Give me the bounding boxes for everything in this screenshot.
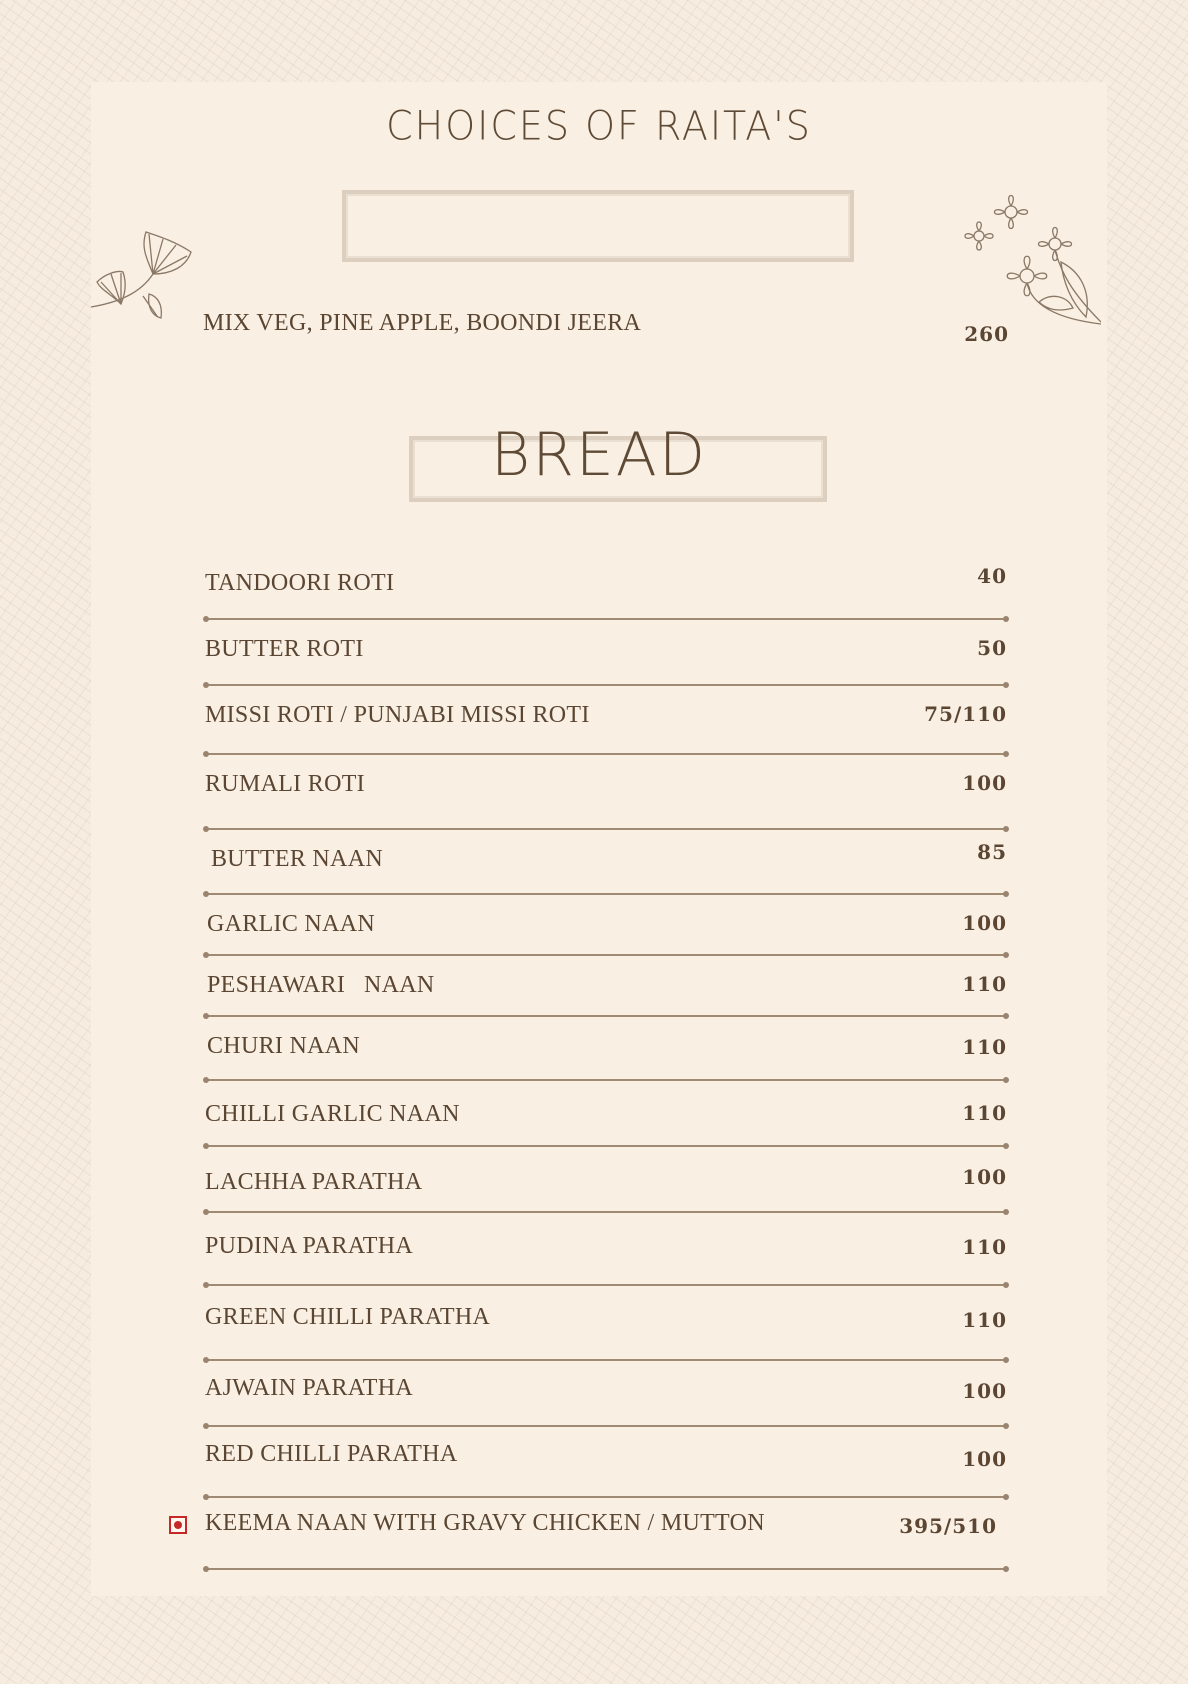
- menu-item-name: CHURI NAAN: [207, 1033, 360, 1059]
- raita-item-row: [203, 310, 1009, 346]
- divider: [205, 954, 1007, 956]
- menu-item-name: GREEN CHILLI PARATHA: [205, 1304, 491, 1330]
- menu-item-row: [205, 1215, 1007, 1288]
- menu-item-row: [205, 1019, 1007, 1083]
- menu-item-name: RUMALI ROTI: [205, 771, 365, 797]
- menu-item-row: [205, 1083, 1007, 1149]
- menu-item-price: 85: [977, 840, 1007, 864]
- menu-item-price: 75/110: [924, 702, 1007, 726]
- menu-item-name: TANDOORI ROTI: [205, 570, 395, 596]
- menu-item-price: 395/510: [899, 1514, 997, 1538]
- raita-item-name: MIX VEG, PINE APPLE, BOONDI JEERA: [203, 310, 642, 336]
- raita-section-title: CHOICES OF RAITA'S: [386, 102, 812, 150]
- divider: [205, 1568, 1007, 1570]
- divider: [205, 893, 1007, 895]
- divider: [205, 1284, 1007, 1286]
- menu-item-name: PESHAWARI NAAN: [207, 972, 435, 998]
- menu-item-row: [205, 757, 1007, 832]
- raita-item-price: 260: [964, 322, 1009, 346]
- menu-item-row: [205, 958, 1007, 1019]
- divider: [205, 684, 1007, 686]
- divider: [205, 1015, 1007, 1017]
- menu-item-row: [205, 897, 1007, 958]
- divider: [205, 1079, 1007, 1081]
- menu-item-price: 100: [962, 911, 1007, 935]
- menu-item-price: 110: [962, 1235, 1007, 1259]
- menu-item-price: 110: [962, 972, 1007, 996]
- menu-item-row: [205, 688, 1007, 757]
- menu-item-price: 110: [962, 1101, 1007, 1125]
- divider: [205, 1496, 1007, 1498]
- menu-item-name: MISSI ROTI / PUNJABI MISSI ROTI: [205, 702, 590, 728]
- menu-item-row: [205, 1363, 1007, 1429]
- divider: [205, 618, 1007, 620]
- menu-item-row: [205, 832, 1007, 897]
- menu-item-name: BUTTER ROTI: [205, 636, 364, 662]
- menu-item-row: [205, 1288, 1007, 1363]
- menu-page: [91, 82, 1107, 1596]
- menu-item-row: [205, 556, 1007, 622]
- menu-item-price: 100: [962, 1379, 1007, 1403]
- menu-item-name: BUTTER NAAN: [211, 846, 383, 872]
- menu-item-row: [205, 1149, 1007, 1215]
- menu-item-price: 100: [962, 771, 1007, 795]
- menu-item-name: AJWAIN PARATHA: [205, 1375, 414, 1401]
- menu-item-row: [205, 622, 1007, 688]
- menu-item-price: 100: [962, 1165, 1007, 1189]
- bread-section-title: BREAD: [490, 420, 708, 490]
- divider: [205, 828, 1007, 830]
- menu-item-name: PUDINA PARATHA: [205, 1233, 414, 1259]
- divider: [205, 1359, 1007, 1361]
- menu-item-name: LACHHA PARATHA: [205, 1169, 423, 1195]
- menu-item-row: [205, 1500, 1007, 1572]
- menu-item-price: 40: [977, 564, 1007, 588]
- menu-item-price: 100: [962, 1447, 1007, 1471]
- menu-item-name: KEEMA NAAN WITH GRAVY CHICKEN / MUTTON: [205, 1510, 765, 1536]
- non-veg-icon: [169, 1516, 187, 1534]
- bread-menu-list: [205, 556, 1007, 1572]
- menu-item-price: 50: [977, 636, 1007, 660]
- menu-item-name: GARLIC NAAN: [207, 911, 375, 937]
- menu-item-price: 110: [962, 1308, 1007, 1332]
- ginkgo-leaf-decoration-icon: [91, 212, 211, 322]
- menu-item-name: CHILLI GARLIC NAAN: [205, 1101, 460, 1127]
- raita-title-frame: [342, 190, 854, 262]
- menu-item-price: 110: [962, 1035, 1007, 1059]
- menu-item-row: [205, 1429, 1007, 1500]
- divider: [205, 1145, 1007, 1147]
- divider: [205, 1211, 1007, 1213]
- divider: [205, 753, 1007, 755]
- menu-item-name: RED CHILLI PARATHA: [205, 1441, 458, 1467]
- divider: [205, 1425, 1007, 1427]
